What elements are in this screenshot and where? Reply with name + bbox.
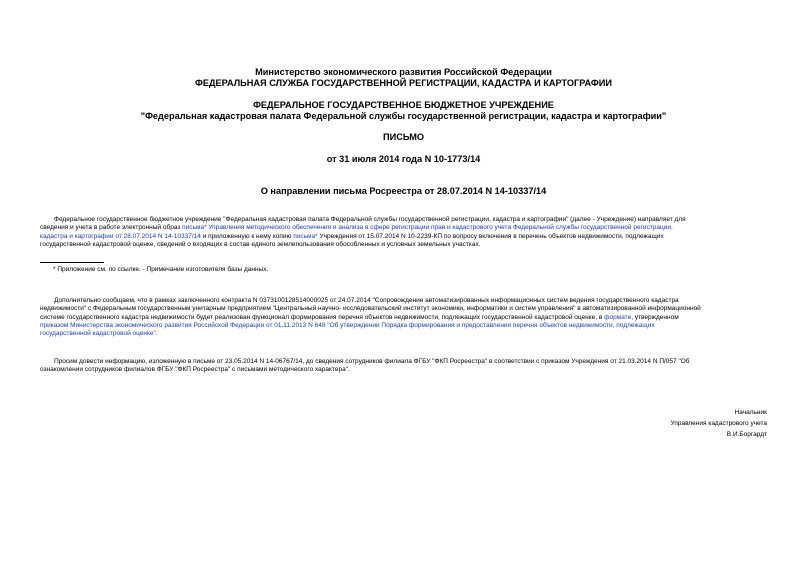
p1-line-4: государственной кадастровой оценке, сведений о входящих в состав единого землепользования обособленных и условных земельных участках.: [40, 240, 481, 248]
paragraph-2: [40, 297, 770, 338]
p2-line-4: [40, 322, 770, 330]
p2-text: , утвержденном: [631, 313, 679, 321]
p2-line-3: [40, 314, 770, 322]
institution-name-heading: "Федеральная кадастровая палата Федеральной службы государственной регистрации, кадастра и картографии": [140, 111, 667, 121]
paragraph-3: [40, 358, 770, 375]
p1-text: Учреждения от 15.07.2014 N 10-2239-КП по вопросу включения в перечень объектов недвижимости, подлежащих: [317, 232, 664, 240]
service-heading: ФЕДЕРАЛЬНАЯ СЛУЖБА ГОСУДАРСТВЕННОЙ РЕГИСТРАЦИИ, КАДАСТРА И КАРТОГРАФИИ: [195, 78, 612, 88]
institution-heading: ФЕДЕРАЛЬНОЕ ГОСУДАРСТВЕННОЕ БЮДЖЕТНОЕ УЧРЕЖДЕНИЕ: [253, 100, 554, 110]
footnote: * Приложение см. по ссылке. - Примечание изготовителя базы данных.: [53, 266, 269, 273]
p1-text: сведения и учета в работе электронный образ: [40, 224, 183, 232]
paragraph-1: [40, 216, 770, 249]
p2-text: .: [155, 330, 158, 338]
p2-line-5: [40, 330, 770, 338]
p1-text: и приложенную к нему копию: [200, 232, 294, 240]
p1-line-1: Федеральное государственное бюджетное учреждение "Федеральная кадастровая палата Федеральной службы государственной регистрации, кадастра и картографии" (далее - Учреждение) направляет для: [54, 216, 686, 223]
signature-department: Управления кадастрового учета: [670, 420, 767, 427]
order-link[interactable]: приказом Министерства экономического развития Российской Федерации от 01.11.2013 N 648 "Об утверждении Порядка формирования и предоставления перечня объектов недвижимости, подлежащих: [40, 321, 655, 329]
p2-text: системе государственного кадастра недвижимости будет реализован функционал формирования перечня объектов недвижимости, подлежащих государственной кадастровой оценке, в: [40, 313, 605, 321]
document-date: от 31 июля 2014 года N 10-1773/14: [326, 154, 481, 164]
document-subject: О направлении письма Росреестра от 28.07.2014 N 14-10337/14: [260, 186, 547, 196]
p2-line-2: недвижимости" с Федеральным государственным унитарным предприятием "Центральный научно- исследовательский институт экономики, информатики и систем управления" в автоматизированной информационной: [40, 305, 701, 313]
format-link[interactable]: формате: [604, 313, 632, 321]
p3-line-2: ознакомлении сотрудников филиалов ФГБУ "ФКП Росреестра" с письмами методического характера".: [40, 366, 350, 374]
letter-link[interactable]: письма* Управления методического обеспечения и анализа в сфере регистрации прав и кадастрового учета Федеральной службы государственной регистрации,: [182, 224, 673, 232]
p2-line-1: Дополнительно сообщаем, что в рамках заключенного контракта N 0373100128514000025 от 24.07.2014 "Сопровождение автоматизированных информационных систем ведения государственного кадастра: [54, 297, 679, 304]
attached-letter-link[interactable]: письма*: [293, 232, 318, 240]
footnote-divider: [40, 262, 104, 263]
order-link-continued[interactable]: государственной кадастровой оценке": [40, 330, 156, 338]
p1-line-3: [40, 233, 770, 241]
signature-name: В.И.Боргардт: [726, 431, 767, 438]
ministry-heading: Министерство экономического развития Российской Федерации: [255, 67, 552, 77]
signature-title: Начальник: [734, 409, 767, 416]
letter-date-link[interactable]: кадастра и картографии от 28.07.2014 N 14-10337/14: [40, 232, 201, 240]
p1-line-2: [40, 224, 770, 232]
p3-line-1: Просим довести информацию, изложенную в письме от 23.05.2014 N 14-06767/14, до сведения сотрудников филиала ФГБУ "ФКП Росреестра" в соответствии с приказом Учреждения от 21.03.2014 N П/057 "Об: [54, 358, 690, 365]
document-type: ПИСЬМО: [382, 132, 425, 142]
